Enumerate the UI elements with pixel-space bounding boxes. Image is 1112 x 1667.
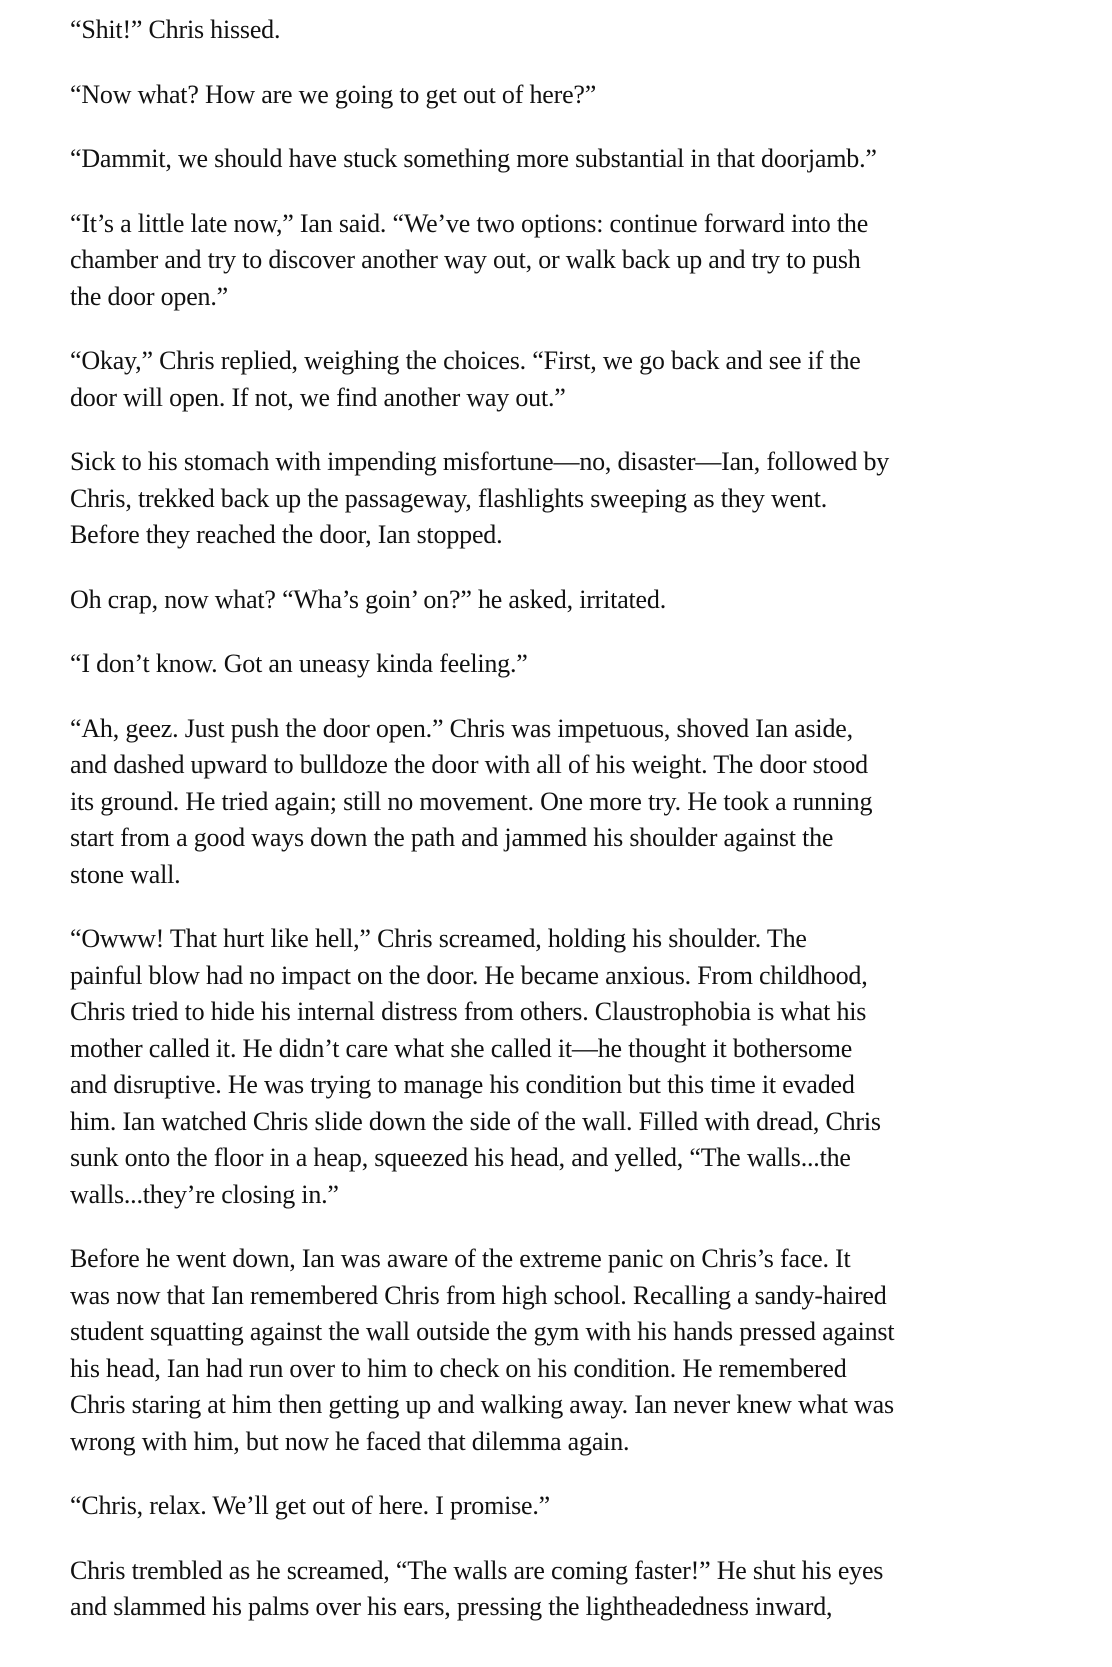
text-line: “Dammit, we should have stuck something more substantial in that doorjamb.” bbox=[70, 144, 877, 173]
paragraph bbox=[70, 206, 1012, 316]
paragraph bbox=[70, 582, 1012, 619]
paragraph bbox=[70, 711, 1012, 894]
text-line: him. Ian watched Chris slide down the side of the wall. Filled with dread, Chris bbox=[70, 1106, 881, 1136]
page-text bbox=[70, 12, 1012, 1626]
text-line: Before he went down, Ian was aware of the extreme panic on Chris’s face. It bbox=[70, 1244, 851, 1273]
text-line: painful blow had no impact on the door. He became anxious. From childhood, bbox=[70, 960, 868, 990]
paragraph bbox=[70, 1241, 1012, 1460]
text-line: sunk onto the floor in a heap, squeezed his head, and yelled, “The walls...the bbox=[70, 1143, 851, 1172]
text-line: “Ah, geez. Just push the door open.” Chris was impetuous, shoved Ian aside, bbox=[70, 713, 853, 743]
paragraph bbox=[70, 921, 1012, 1213]
text-line: Chris tried to hide his internal distress from others. Claustrophobia is what his bbox=[70, 997, 867, 1026]
paragraph bbox=[70, 444, 1012, 554]
text-line: chamber and try to discover another way out, or walk back up and try to push bbox=[70, 245, 861, 274]
paragraph bbox=[70, 1553, 1012, 1626]
text-line: Chris, trekked back up the passageway, flashlights sweeping as they went. bbox=[70, 483, 828, 513]
text-line: and disruptive. He was trying to manage his condition but this time it evaded bbox=[70, 1070, 855, 1099]
text-line: door will open. If not, we find another way out.” bbox=[70, 382, 566, 412]
text-line: Oh crap, now what? “Wha’s goin’ on?” he asked, irritated. bbox=[70, 584, 666, 614]
text-line: his head, Ian had run over to him to check on his condition. He remembered bbox=[70, 1353, 847, 1383]
paragraph bbox=[70, 12, 1012, 49]
text-line: student squatting against the wall outside the gym with his hands pressed against bbox=[70, 1317, 895, 1346]
text-line: stone wall. bbox=[70, 859, 181, 889]
paragraph bbox=[70, 141, 1012, 178]
paragraph bbox=[70, 77, 1012, 114]
text-line: and dashed upward to bulldoze the door with all of his weight. The door stood bbox=[70, 750, 868, 779]
text-line: “Owww! That hurt like hell,” Chris screamed, holding his shoulder. The bbox=[70, 924, 807, 953]
text-line: “I don’t know. Got an uneasy kinda feeling.” bbox=[70, 649, 528, 678]
text-line: Sick to his stomach with impending misfortune—no, disaster—Ian, followed by bbox=[70, 447, 890, 476]
text-line: Chris trembled as he screamed, “The walls are coming faster!” He shut his eyes bbox=[70, 1555, 884, 1585]
text-line: walls...they’re closing in.” bbox=[70, 1179, 339, 1209]
paragraph bbox=[70, 1488, 1012, 1525]
text-line: “Okay,” Chris replied, weighing the choices. “First, we go back and see if the bbox=[70, 346, 861, 375]
text-line: and slammed his palms over his ears, pressing the lightheadedness inward, bbox=[70, 1592, 833, 1621]
paragraph bbox=[70, 646, 1012, 683]
text-line: was now that Ian remembered Chris from high school. Recalling a sandy-haired bbox=[70, 1280, 887, 1310]
text-line: “Chris, relax. We’ll get out of here. I promise.” bbox=[70, 1491, 551, 1520]
text-line: “Now what? How are we going to get out of here?” bbox=[70, 79, 597, 109]
text-line: “It’s a little late now,” Ian said. “We’ve two options: continue forward into the bbox=[70, 208, 869, 238]
paragraph bbox=[70, 343, 1012, 416]
text-line: the door open.” bbox=[70, 281, 229, 311]
text-line: Chris staring at him then getting up and walking away. Ian never knew what was bbox=[70, 1390, 894, 1419]
text-line: start from a good ways down the path and jammed his shoulder against the bbox=[70, 823, 834, 852]
text-line: Before they reached the door, Ian stopped. bbox=[70, 520, 503, 549]
text-line: “Shit!” Chris hissed. bbox=[70, 15, 281, 44]
text-line: wrong with him, but now he faced that dilemma again. bbox=[70, 1426, 630, 1456]
text-line: its ground. He tried again; still no movement. One more try. He took a running bbox=[70, 786, 873, 816]
text-line: mother called it. He didn’t care what she called it—he thought it bothersome bbox=[70, 1033, 853, 1063]
